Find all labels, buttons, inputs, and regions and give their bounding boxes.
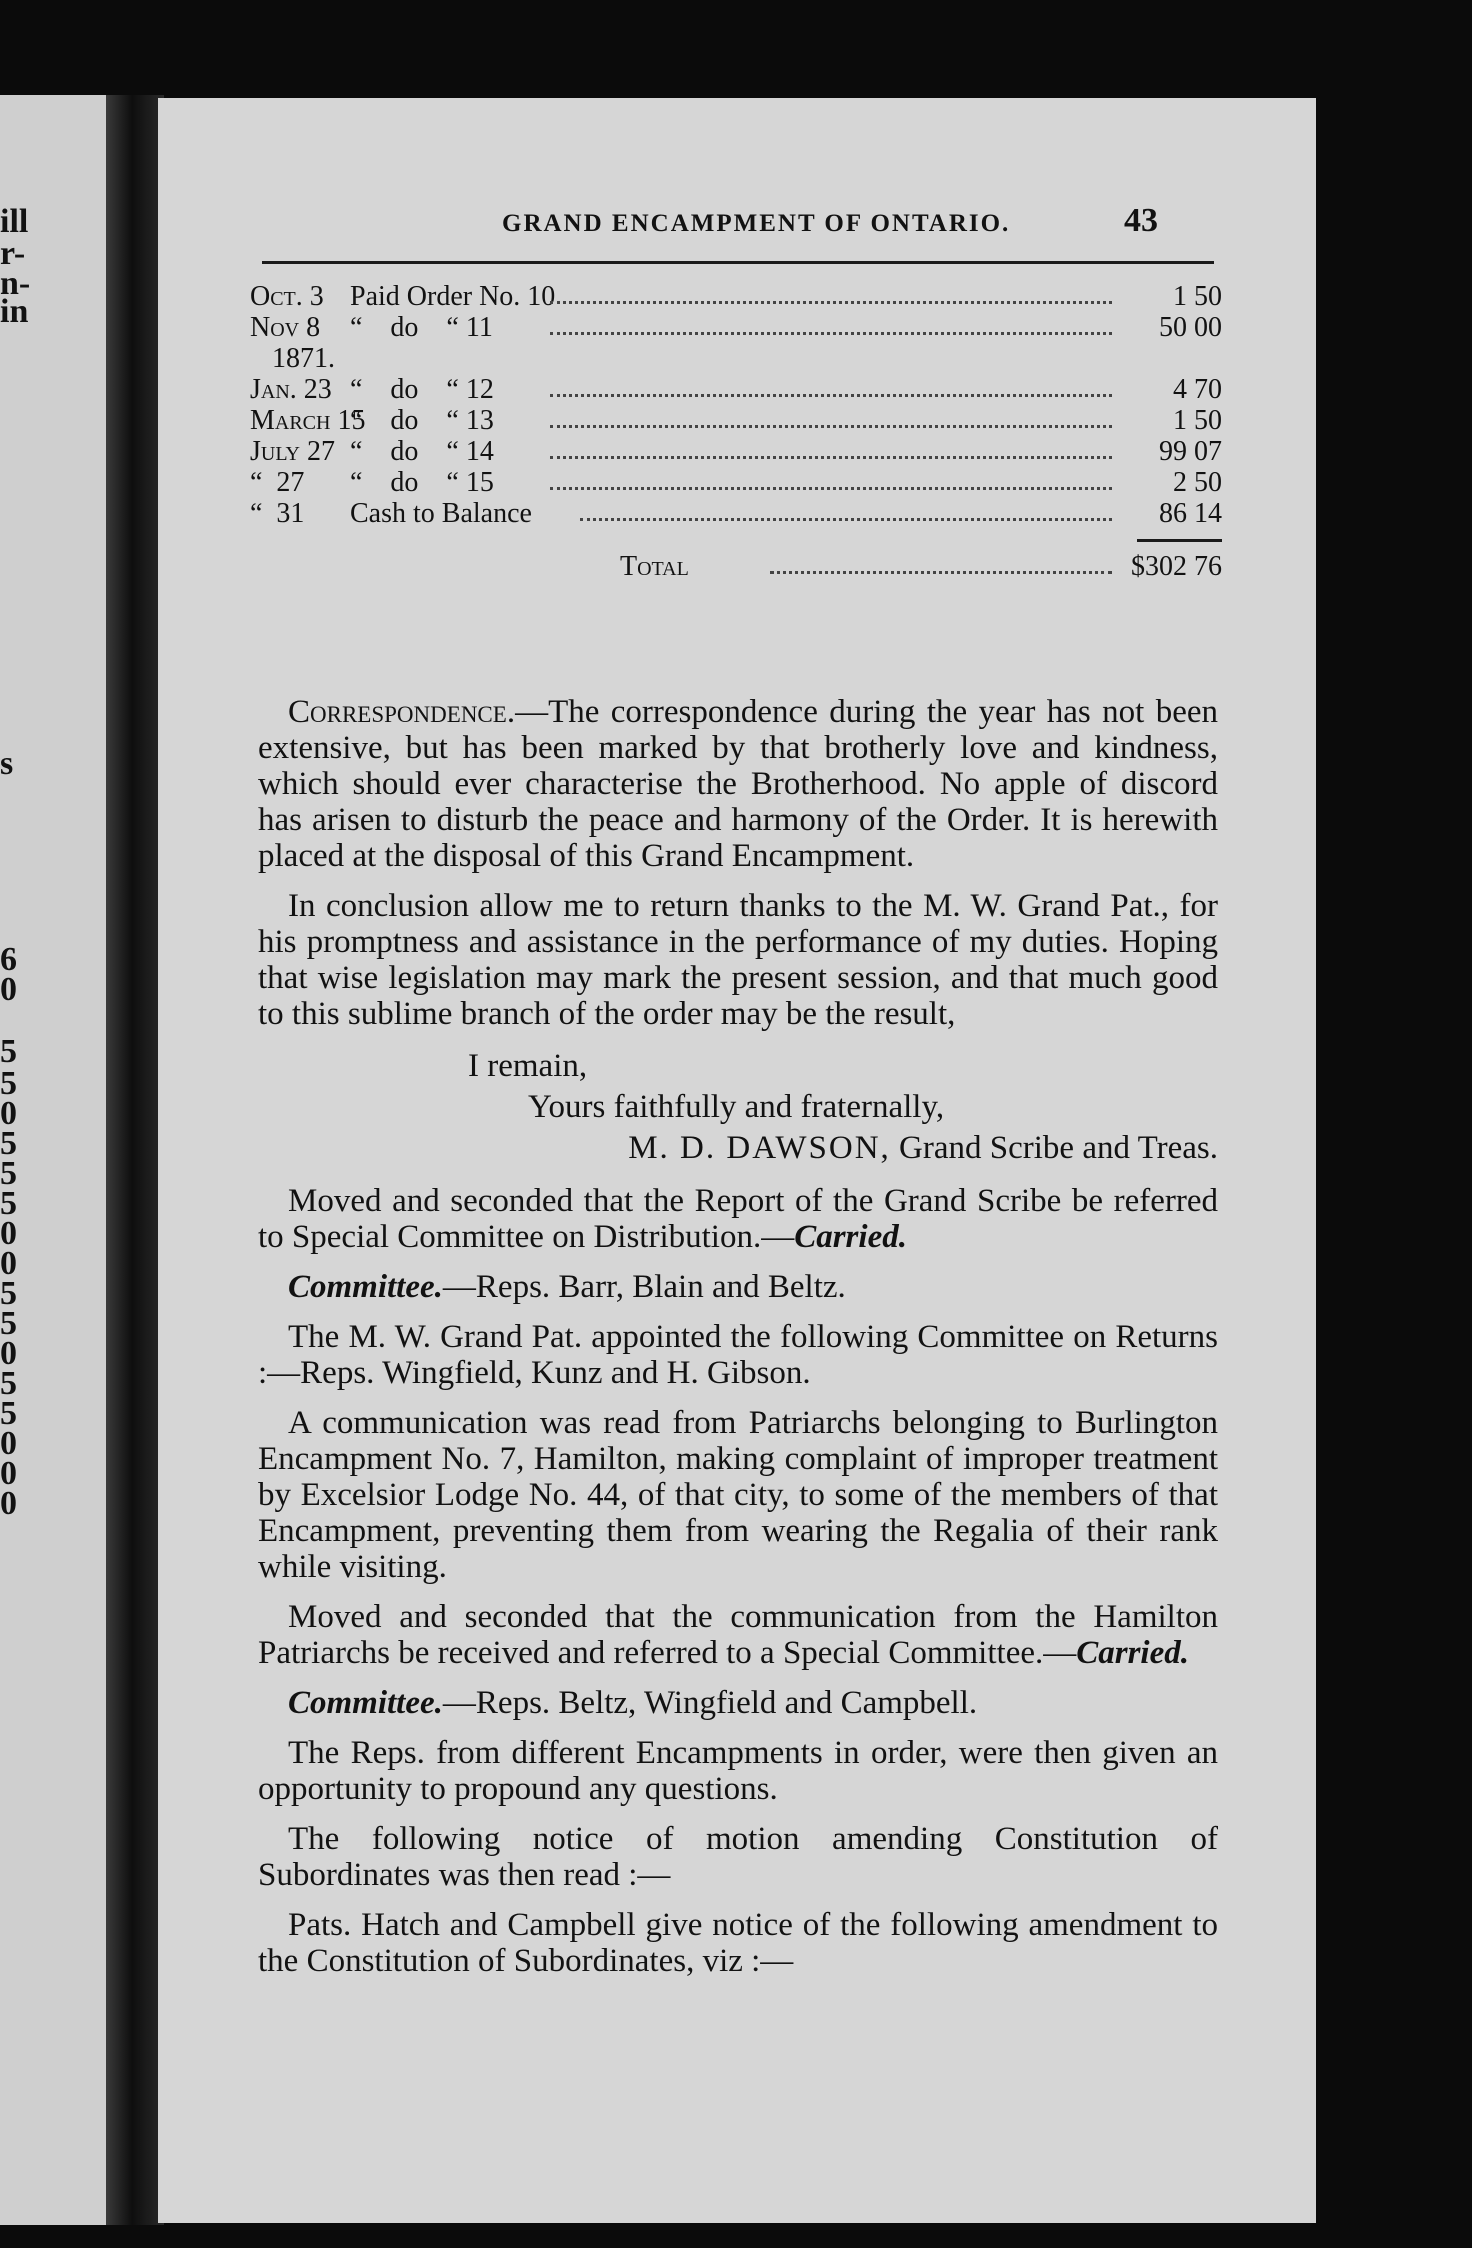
letter-closing	[258, 1046, 1218, 1169]
paragraph-conclusion: In conclusion allow me to return thanks to the M. W. Grand Pat., for his promptness and assistance in the performance of my duties. Hoping that wise legislation may mark the present session, and that much good to this sublime branch of the order may be the result,	[258, 888, 1218, 1032]
ledger-row	[250, 312, 1222, 343]
ledger-date: Oct. 3	[250, 281, 324, 312]
paragraph-notice: The following notice of motion amending Constitution of Subordinates was then read :—	[258, 1821, 1218, 1893]
ledger-description: Cash to Balance	[350, 498, 532, 529]
ledger-row	[250, 374, 1222, 405]
ledger-description: “ do “ 14	[350, 436, 494, 467]
facing-page-fragment: 5	[0, 1033, 17, 1070]
paragraph-text: —The correspondence during the year has not been extensive, but has been marked by that brotherly love and kindness, which should ever characterise the Brotherhood. No apple of discord has arisen to disturb the peace and harmony of the Order. It is herewith placed at the disposal of this Grand Encampment.	[258, 694, 1218, 874]
facing-page-fragment: 5	[0, 1185, 17, 1222]
ledger-date: Jan. 23	[250, 374, 332, 405]
paragraph-text: Moved and seconded that the Report of the Grand Scribe be referred to Special Committee on Distribution.—	[258, 1183, 1218, 1255]
running-title: GRAND ENCAMPMENT OF ONTARIO.	[502, 210, 1011, 237]
paragraph-communication: A communication was read from Patriarchs belonging to Burlington Encampment No. 7, Hamilton, making complaint of improper treatment by Excelsior Lodge No. 44, of that city, to some of the members of that Encampment, preventing them from wearing the Regalia of their rank while visiting.	[258, 1405, 1218, 1585]
facing-page-fragment: 5	[0, 1125, 17, 1162]
ledger-table	[250, 281, 1222, 585]
ledger-amount: 86 14	[1159, 498, 1222, 529]
ledger-date: “ 31	[250, 498, 305, 529]
closing-line: Yours faithfully and fraternally,	[528, 1089, 945, 1125]
facing-page-fragment: 5	[0, 1155, 17, 1192]
ledger-date: March 15	[250, 405, 366, 436]
facing-page-fragment: 0	[0, 1095, 17, 1132]
ledger-row	[250, 281, 1222, 312]
book-page	[158, 98, 1316, 2223]
facing-page-fragment: in	[0, 293, 29, 330]
ledger-total-row	[250, 543, 1222, 585]
ledger-date: July 27	[250, 436, 335, 467]
facing-page-fragment: 0	[0, 1485, 17, 1522]
page-number: 43	[1124, 202, 1158, 239]
facing-page-fragment: 5	[0, 1065, 17, 1102]
page-body	[258, 694, 1218, 1993]
facing-page-fragment: 0	[0, 1335, 17, 1372]
italic-note: Carried.	[794, 1219, 907, 1255]
ledger-description: “ do “ 11	[350, 312, 493, 343]
leader-dots	[550, 394, 1112, 397]
facing-page-fragment: 0	[0, 1425, 17, 1462]
ledger-row	[250, 436, 1222, 467]
ledger-row	[250, 467, 1222, 498]
ledger-year: 1871.	[272, 343, 335, 374]
facing-page-fragment: 0	[0, 1455, 17, 1492]
paragraph-committee	[258, 1269, 1218, 1305]
facing-page-fragment: r-	[0, 235, 26, 272]
paragraph-committee-2	[258, 1685, 1218, 1721]
ledger-row	[250, 405, 1222, 436]
leader-dots	[550, 425, 1112, 428]
ledger-description: “ do “ 12	[350, 374, 494, 405]
total-rule	[1137, 539, 1222, 542]
leader-dots	[550, 456, 1112, 459]
paragraph-questions: The Reps. from different Encampments in order, were then given an opportunity to propound any questions.	[258, 1735, 1218, 1807]
ledger-amount: 2 50	[1173, 467, 1222, 498]
leader-dots	[550, 487, 1112, 490]
facing-page-fragment: 0	[0, 1245, 17, 1282]
ledger-description: Paid Order No. 10	[350, 281, 556, 312]
paragraph-returns-committee: The M. W. Grand Pat. appointed the following Committee on Returns :—Reps. Wingfield, Kunz and H. Gibson.	[258, 1319, 1218, 1391]
book-gutter	[106, 95, 164, 2225]
total-amount: $302 76	[1131, 551, 1222, 582]
paragraph-text: —Reps. Barr, Blain and Beltz.	[442, 1269, 846, 1305]
signature-name: M. D. DAWSON,	[628, 1130, 891, 1166]
ledger-amount: 1 50	[1173, 281, 1222, 312]
ledger-date: “ 27	[250, 467, 305, 498]
signature-title: Grand Scribe and Treas.	[890, 1130, 1218, 1166]
paragraph-text: Moved and seconded that the communication from the Hamilton Patriarchs be received and referred to a Special Committee.—	[258, 1599, 1218, 1671]
facing-page-fragment: 5	[0, 1275, 17, 1312]
ledger-year-row	[250, 343, 1222, 374]
paragraph-motion-hamilton	[258, 1599, 1218, 1671]
ledger-amount: 99 07	[1159, 436, 1222, 467]
facing-page-fragment: ill	[0, 203, 29, 240]
ledger-amount: 50 00	[1159, 312, 1222, 343]
facing-page-fragment: 5	[0, 1365, 17, 1402]
ledger-amount: 4 70	[1173, 374, 1222, 405]
leader-dots	[550, 332, 1112, 335]
paragraph-correspondence	[258, 694, 1218, 874]
ledger-description: “ do “ 15	[350, 467, 494, 498]
facing-page-fragment: 0	[0, 1215, 17, 1252]
running-header	[158, 202, 1316, 248]
paragraph-motion	[258, 1183, 1218, 1255]
facing-page-fragment: 5	[0, 1395, 17, 1432]
ledger-amount: 1 50	[1173, 405, 1222, 436]
facing-page-fragment: 0	[0, 971, 17, 1008]
leader-dots	[550, 301, 1112, 304]
ledger-description: “ do “ 13	[350, 405, 494, 436]
facing-page-edge	[0, 95, 118, 2225]
header-rule	[262, 261, 1214, 264]
total-rule-row	[250, 529, 1222, 543]
italic-note: Carried.	[1076, 1635, 1189, 1671]
ledger-row	[250, 498, 1222, 529]
closing-line: I remain,	[468, 1048, 588, 1084]
facing-page-fragment: 5	[0, 1305, 17, 1342]
ledger-date: Nov 8	[250, 312, 321, 343]
paragraph-text: —Reps. Beltz, Wingfield and Campbell.	[442, 1685, 978, 1721]
paragraph-amendment: Pats. Hatch and Campbell give notice of the following amendment to the Constitution of Subordinates, viz :—	[258, 1907, 1218, 1979]
leader-dots	[770, 571, 1112, 574]
run-in-heading: Correspondence.	[288, 694, 516, 730]
total-label: Total	[620, 551, 689, 582]
signature	[258, 1128, 1218, 1169]
facing-page-fragment: s	[0, 745, 14, 782]
italic-note: Committee.	[288, 1269, 443, 1305]
facing-page-fragment: 6	[0, 941, 17, 978]
facing-page-fragment: n-	[0, 265, 31, 302]
leader-dots	[580, 518, 1112, 521]
italic-note: Committee.	[288, 1685, 443, 1721]
